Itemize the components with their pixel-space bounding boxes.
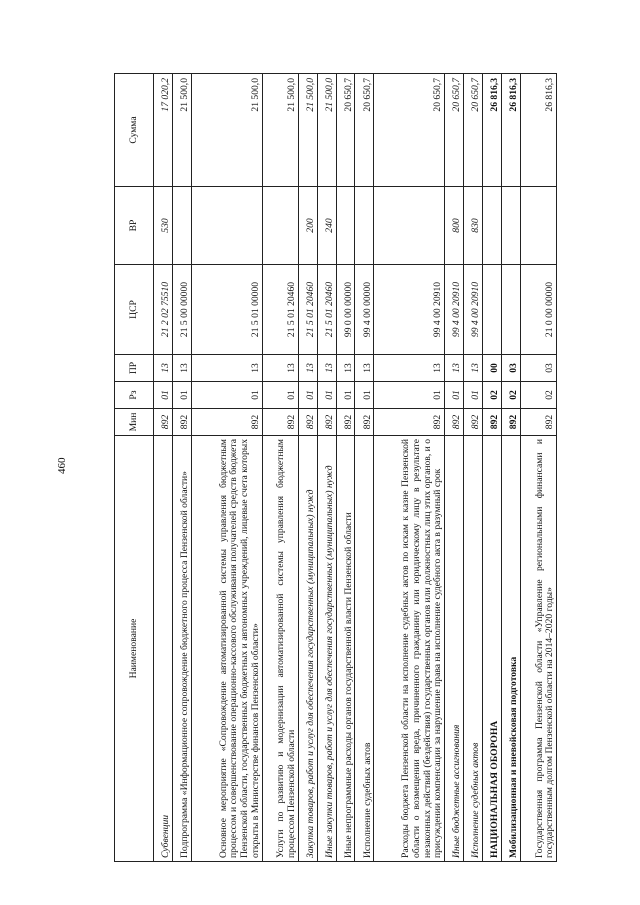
row-sum: 20 650,7 xyxy=(374,74,445,187)
row-name: Субвенции xyxy=(154,436,173,862)
row-csr: 99 4 00 20910 xyxy=(445,265,464,355)
row-min: 892 xyxy=(336,409,355,436)
row-min: 892 xyxy=(262,409,298,436)
row-rz: 01 xyxy=(355,382,374,409)
row-sum: 21 500,0 xyxy=(191,74,262,187)
row-csr xyxy=(501,265,520,355)
row-pr: 00 xyxy=(482,355,501,382)
row-sum: 21 500,0 xyxy=(172,74,191,187)
row-min: 892 xyxy=(154,409,173,436)
row-csr: 99 0 00 00000 xyxy=(336,265,355,355)
table-row xyxy=(172,74,191,862)
row-rz: 01 xyxy=(154,382,173,409)
table-row xyxy=(445,74,464,862)
row-vr: 530 xyxy=(154,187,173,265)
row-vr xyxy=(501,187,520,265)
row-pr: 13 xyxy=(172,355,191,382)
row-rz: 01 xyxy=(336,382,355,409)
row-sum: 17 020,2 xyxy=(154,74,173,187)
row-sum: 20 650,7 xyxy=(463,74,482,187)
budget-table-container xyxy=(114,74,557,862)
row-name: Иные закупки товаров, работ и услуг для обеспечения государственных (муниципальных) нужд xyxy=(317,436,336,862)
table-row xyxy=(262,74,298,862)
row-rz: 01 xyxy=(317,382,336,409)
row-pr: 03 xyxy=(520,355,556,382)
row-pr: 13 xyxy=(463,355,482,382)
table-row xyxy=(482,74,501,862)
row-rz: 02 xyxy=(520,382,556,409)
row-name: Государственная программа Пензенской области «Управление региональными финансами и государственным долгом Пензенской области на 2014–2020 годы» xyxy=(520,436,556,862)
row-pr: 13 xyxy=(355,355,374,382)
row-pr: 13 xyxy=(191,355,262,382)
header-sum: Сумма xyxy=(115,74,154,187)
row-vr xyxy=(482,187,501,265)
row-name: Иные бюджетные ассигнования xyxy=(445,436,464,862)
row-name: Мобилизационная и вневойсковая подготовка xyxy=(501,436,520,862)
row-name: Основное мероприятие «Сопровождение автоматизированной системы управления бюджетным процессом и совершенствование операционно-кассового обслуживания получателей средств бюджета Пензенской области, государственных бюджетных и автономных учреждений, лицевые счета которых открыты в Министерстве финансов Пензенской области» xyxy=(191,436,262,862)
table-row xyxy=(463,74,482,862)
row-sum: 20 650,7 xyxy=(445,74,464,187)
row-sum: 21 500,0 xyxy=(317,74,336,187)
table-row xyxy=(374,74,445,862)
row-csr: 21 5 01 20460 xyxy=(262,265,298,355)
row-sum: 20 650,7 xyxy=(355,74,374,187)
row-sum: 26 816,3 xyxy=(520,74,556,187)
row-pr: 13 xyxy=(298,355,317,382)
row-min: 892 xyxy=(374,409,445,436)
row-rz: 02 xyxy=(501,382,520,409)
row-rz: 02 xyxy=(482,382,501,409)
row-vr: 830 xyxy=(463,187,482,265)
header-name: Наименование xyxy=(115,436,154,862)
row-csr: 21 0 00 00000 xyxy=(520,265,556,355)
row-min: 892 xyxy=(355,409,374,436)
row-csr: 21 5 01 20460 xyxy=(317,265,336,355)
page-number: 460 xyxy=(56,457,68,474)
row-name: Исполнение судебных актов xyxy=(463,436,482,862)
row-pr: 13 xyxy=(317,355,336,382)
row-csr: 21 5 01 20460 xyxy=(298,265,317,355)
row-rz: 01 xyxy=(298,382,317,409)
row-rz: 01 xyxy=(463,382,482,409)
row-pr: 03 xyxy=(501,355,520,382)
table-header-row xyxy=(115,74,154,862)
row-vr: 200 xyxy=(298,187,317,265)
header-vr: ВР xyxy=(115,187,154,265)
row-vr xyxy=(336,187,355,265)
row-name: Подпрограмма «Информационное сопровождение бюджетного процесса Пензенской области» xyxy=(172,436,191,862)
table-row xyxy=(191,74,262,862)
row-sum: 21 500,0 xyxy=(298,74,317,187)
header-pr: ПР xyxy=(115,355,154,382)
row-pr: 13 xyxy=(336,355,355,382)
row-min: 892 xyxy=(172,409,191,436)
row-rz: 01 xyxy=(445,382,464,409)
table-row xyxy=(154,74,173,862)
row-vr xyxy=(172,187,191,265)
row-min: 892 xyxy=(191,409,262,436)
row-sum: 20 650,7 xyxy=(336,74,355,187)
row-min: 892 xyxy=(501,409,520,436)
row-min: 892 xyxy=(520,409,556,436)
table-row xyxy=(501,74,520,862)
row-sum: 21 500,0 xyxy=(262,74,298,187)
row-csr: 21 2 02 75510 xyxy=(154,265,173,355)
row-min: 892 xyxy=(298,409,317,436)
table-row xyxy=(520,74,556,862)
row-vr xyxy=(374,187,445,265)
row-min: 892 xyxy=(317,409,336,436)
row-name: Расходы бюджета Пензенской области на исполнение судебных актов по искам к казне Пензенской области о возмещении вреда, причиненного гражданину или юридическому лицу в результате незаконных действий (бездействия) государственных органов или должностных лиц этих органов, и о присуждении компенсации за нарушение права на исполнение судебного акта в разумный срок xyxy=(374,436,445,862)
row-min: 892 xyxy=(463,409,482,436)
table-row xyxy=(298,74,317,862)
table-row xyxy=(317,74,336,862)
row-vr xyxy=(262,187,298,265)
row-pr: 13 xyxy=(154,355,173,382)
row-name: Иные непрограммные расходы органов государственной власти Пензенской области xyxy=(336,436,355,862)
row-csr: 99 4 00 20910 xyxy=(463,265,482,355)
row-sum: 26 816,3 xyxy=(482,74,501,187)
row-vr xyxy=(520,187,556,265)
row-rz: 01 xyxy=(172,382,191,409)
row-rz: 01 xyxy=(191,382,262,409)
row-name: Услуги по развитию и модернизации автоматизированной системы управления бюджетным процессом Пензенской области xyxy=(262,436,298,862)
row-csr: 21 5 01 00000 xyxy=(191,265,262,355)
row-rz: 01 xyxy=(262,382,298,409)
row-sum: 26 816,3 xyxy=(501,74,520,187)
row-pr: 13 xyxy=(374,355,445,382)
header-rz: Рз xyxy=(115,382,154,409)
header-csr: ЦСР xyxy=(115,265,154,355)
row-vr: 240 xyxy=(317,187,336,265)
row-name: Закупка товаров, работ и услуг для обеспечения государственных (муниципальных) нужд xyxy=(298,436,317,862)
row-name: НАЦИОНАЛЬНАЯ ОБОРОНА xyxy=(482,436,501,862)
table-row xyxy=(336,74,355,862)
row-min: 892 xyxy=(445,409,464,436)
row-pr: 13 xyxy=(262,355,298,382)
row-name: Исполнение судебных актов xyxy=(355,436,374,862)
row-vr xyxy=(191,187,262,265)
row-csr xyxy=(482,265,501,355)
row-vr xyxy=(355,187,374,265)
header-min: Мин xyxy=(115,409,154,436)
row-rz: 01 xyxy=(374,382,445,409)
budget-table xyxy=(114,73,557,862)
row-pr: 13 xyxy=(445,355,464,382)
row-vr: 800 xyxy=(445,187,464,265)
table-row xyxy=(355,74,374,862)
row-min: 892 xyxy=(482,409,501,436)
row-csr: 99 4 00 20910 xyxy=(374,265,445,355)
row-csr: 21 5 00 00000 xyxy=(172,265,191,355)
row-csr: 99 4 00 00000 xyxy=(355,265,374,355)
